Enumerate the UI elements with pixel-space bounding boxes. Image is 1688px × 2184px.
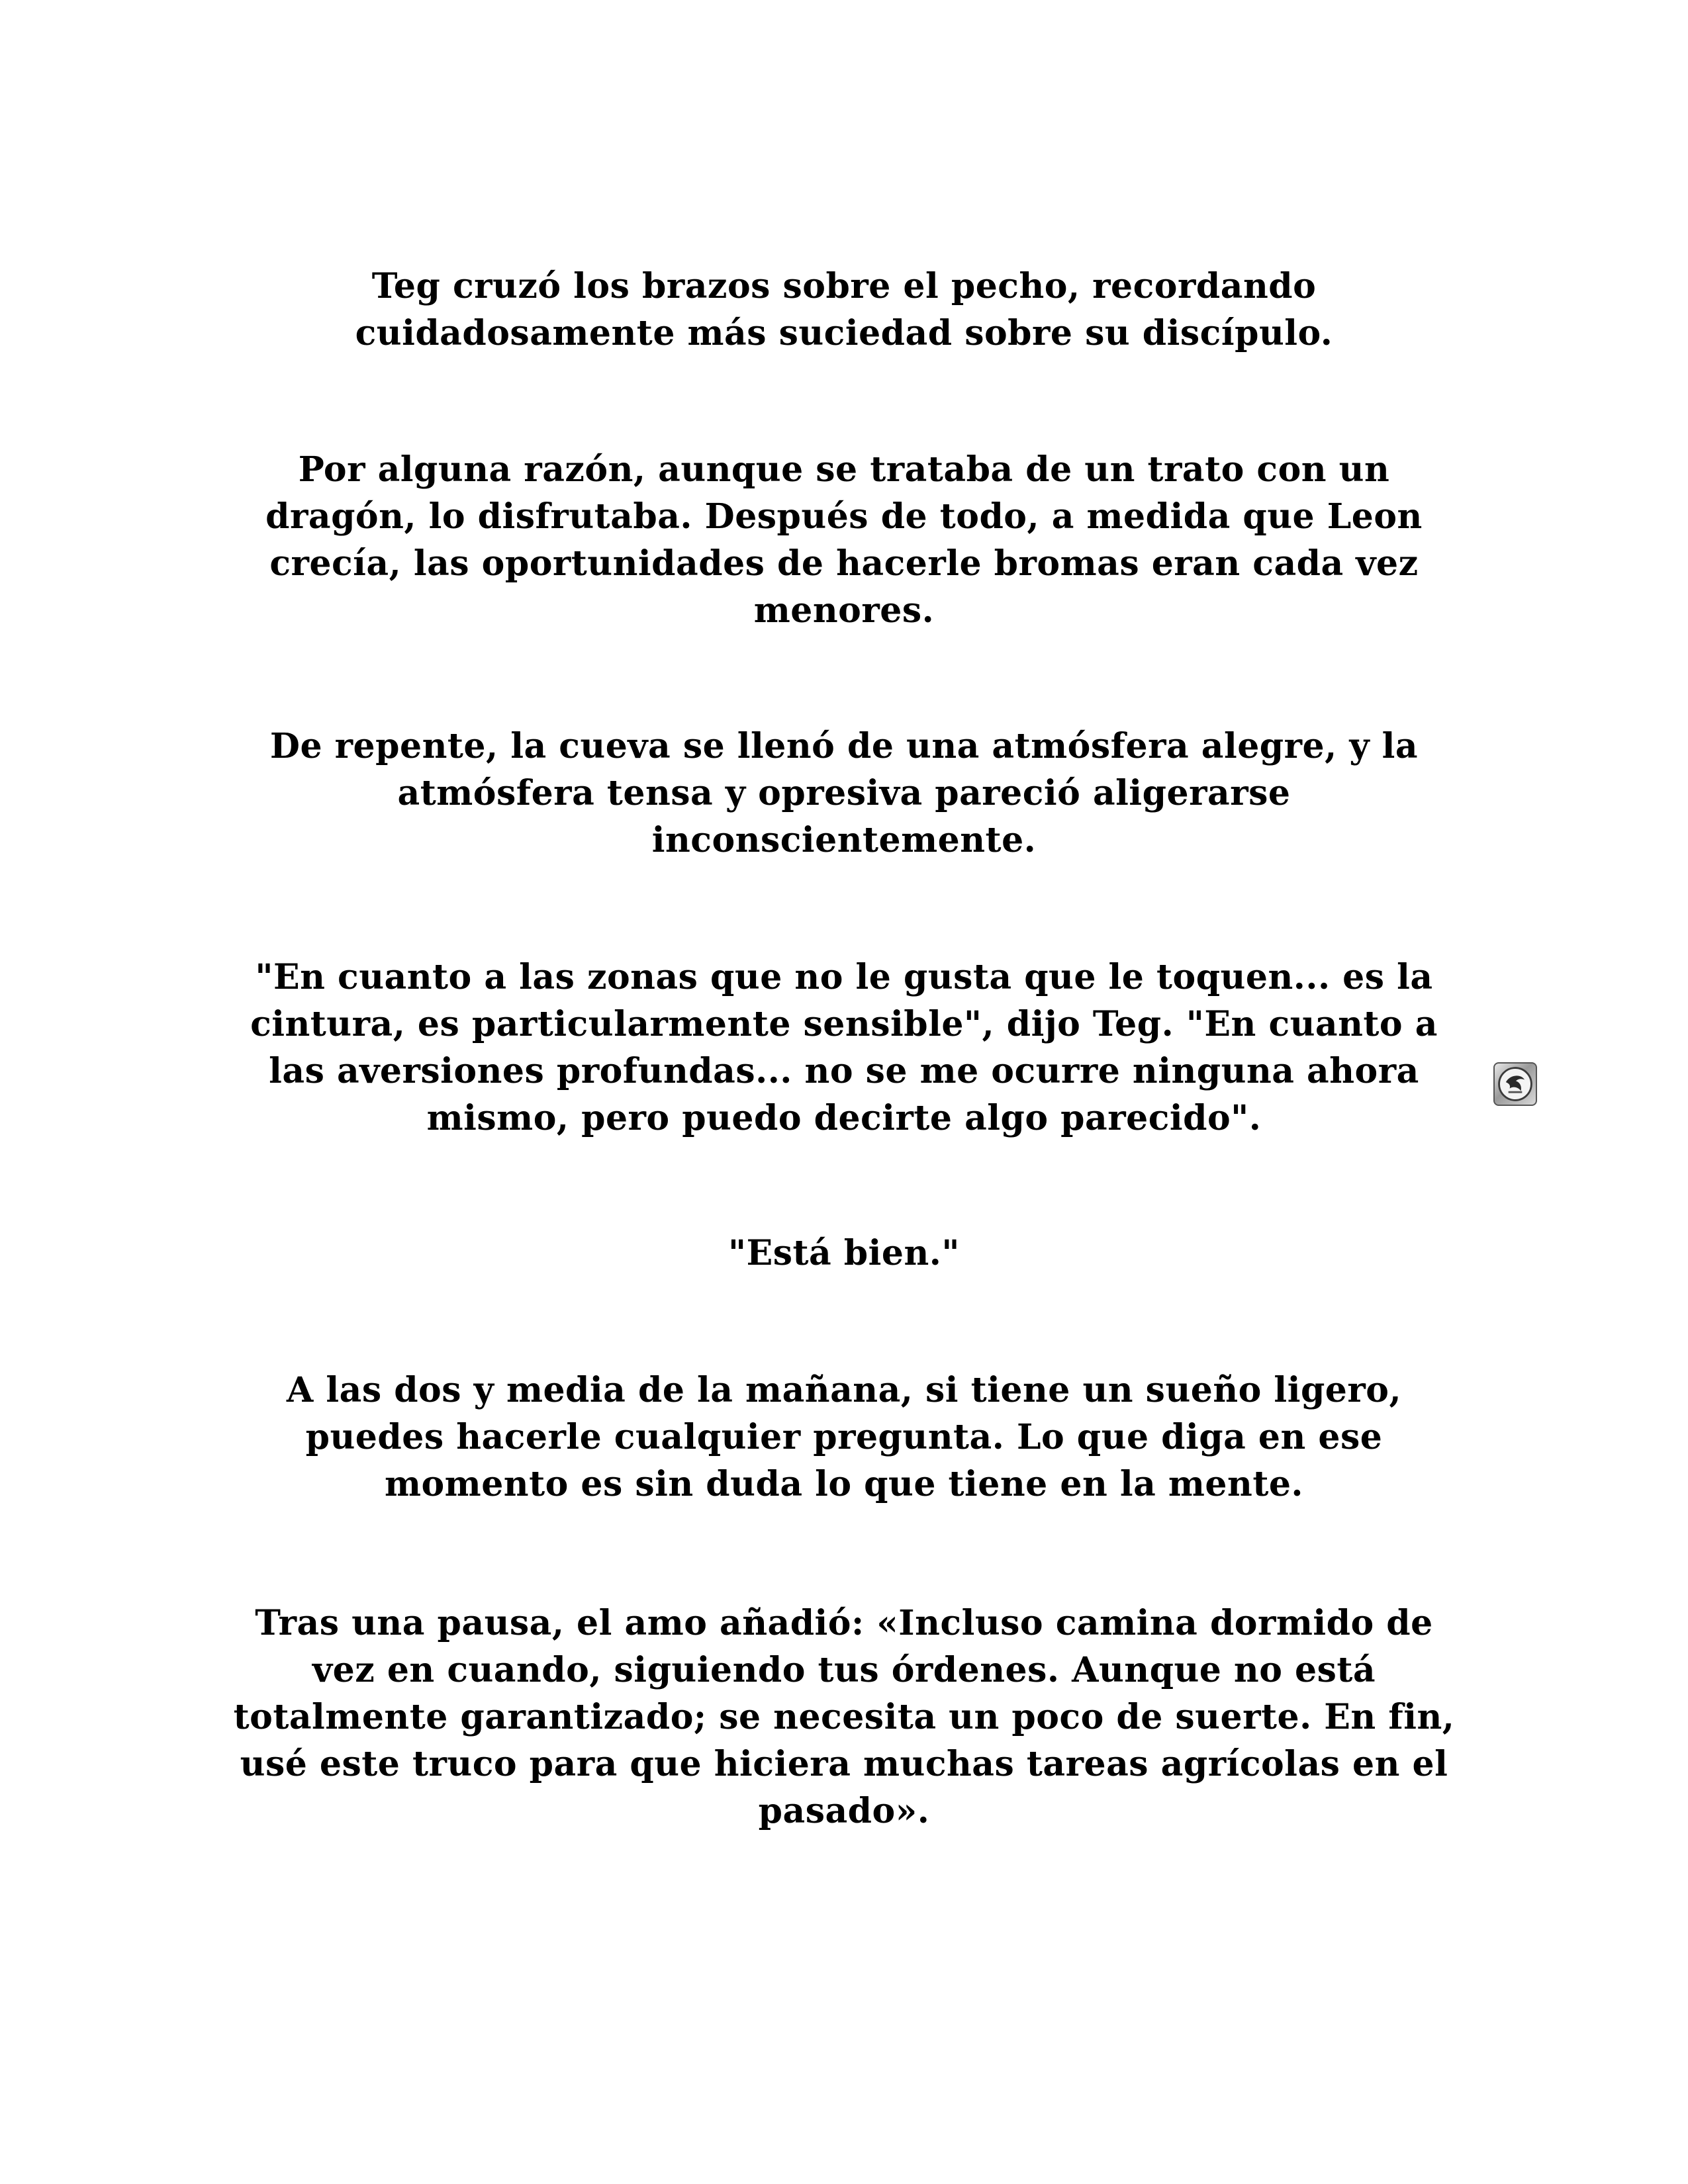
paragraph-5: "Está bien." [727, 1233, 961, 1273]
watermark-emblem-icon [1493, 1062, 1537, 1106]
paragraph-6: A las dos y media de la mañana, si tiene un sueño ligero, puedes hacerle cualquier pregunta. Lo que diga en ese momento es sin duda lo que tiene en la mente. [286, 1370, 1402, 1504]
paragraph-2: Por alguna razón, aunque se trataba de un trato con un dragón, lo disfrutaba. Después de todo, a medida que Leon crecía, las oportunidades de hacerle bromas eran cada vez menores. [265, 449, 1423, 631]
paragraph-1: Teg cruzó los brazos sobre el pecho, recordando cuidadosamente más suciedad sobre su discípulo. [355, 266, 1333, 353]
paragraph-4: "En cuanto a las zonas que no le gusta que le toquen... es la cintura, es particularmente sensible", dijo Teg. "En cuanto a las aversiones profundas... no se me ocurre ninguna ahora mismo, pero puedo decirte algo parecido". [250, 957, 1438, 1138]
paragraph-7: Tras una pausa, el amo añadió: «Incluso camina dormido de vez en cuando, siguiendo tus órdenes. Aunque no está totalmente garantizado; se necesita un poco de suerte. En fin, usé este truco para que hiciera muchas tareas agrícolas en el pasado». [233, 1603, 1455, 1831]
paragraph-3: De repente, la cueva se llenó de una atmósfera alegre, y la atmósfera tensa y opresiva pareció aligerarse inconscientemente. [269, 726, 1419, 860]
